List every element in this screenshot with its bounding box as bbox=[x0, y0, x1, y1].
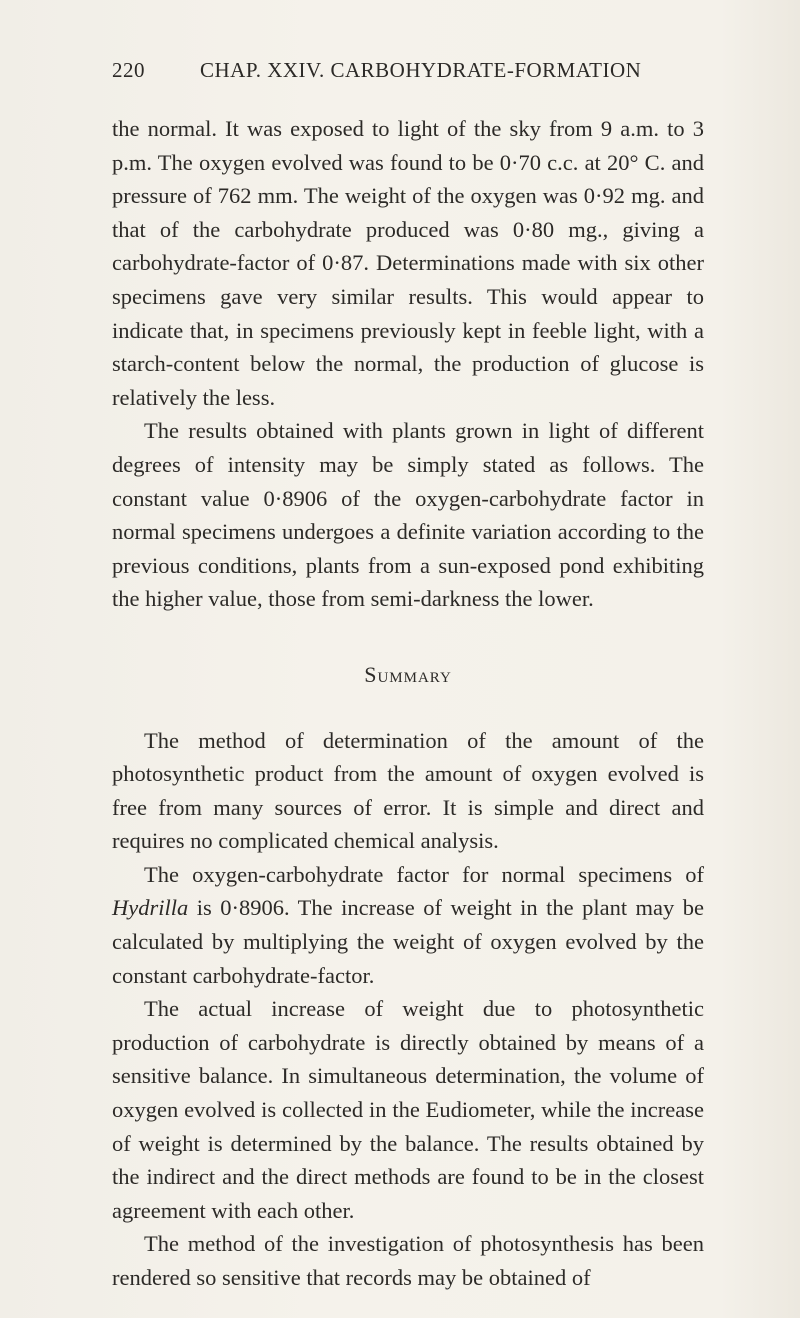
paragraph-factor-start: The oxygen-carbohydrate factor for normal specimens of bbox=[144, 861, 704, 887]
paragraph-factor-end: is 0·8906. The increase of weight in the plant may be calculated by multiplying the weight of oxygen evolved by the constant carbohydrate-factor. bbox=[112, 895, 704, 988]
paragraph-method: The method of determination of the amount of the photosynthetic product from the amount of oxygen evolved is free from many sources of error. It is simple and direct and requires no complicated chemical analysis. bbox=[112, 727, 704, 854]
body-text bbox=[112, 112, 704, 1295]
running-title: CHAP. XXIV. CARBOHYDRATE-FORMATION bbox=[200, 58, 642, 82]
paragraph-sensitivity: The method of the investigation of photosynthesis has been rendered so sensitive that records may be obtained of bbox=[112, 1231, 704, 1290]
paragraph-factor bbox=[112, 858, 704, 992]
paragraph-balance: The actual increase of weight due to photosynthetic production of carbohydrate is directly obtained by means of a sensitive balance. In simultaneous determination, the volume of oxygen evolved is collected in the Eudiometer, while the increase of weight is determined by the balance. The results obtained by the indirect and the direct methods are found to be in the closest agreement with each other. bbox=[112, 996, 704, 1223]
paragraph-continued: the normal. It was exposed to light of the sky from 9 a.m. to 3 p.m. The oxygen evolved was found to be 0·70 c.c. at 20° C. and pressure of 762 mm. The weight of the oxygen was 0·92 mg. and that of the carbohydrate produced was 0·80 mg., giving a carbohydrate-factor of 0·87. Determinations made with six other specimens gave very similar results. This would appear to indicate that, in specimens previously kept in feeble light, with a starch-content below the normal, the production of glucose is relatively the less. bbox=[112, 116, 704, 410]
page-number: 220 bbox=[112, 58, 145, 82]
species-name: Hydrilla bbox=[112, 895, 189, 921]
section-heading-summary: Summary bbox=[364, 661, 452, 687]
running-header bbox=[112, 58, 712, 83]
paragraph-results: The results obtained with plants grown in light of different degrees of intensity may be simply stated as follows. The constant value 0·8906 of the oxygen-carbohydrate factor in normal specimens undergoes a definite variation according to the previous conditions, plants from a sun-exposed pond exhibiting the higher value, those from semi-darkness the lower. bbox=[112, 418, 704, 612]
